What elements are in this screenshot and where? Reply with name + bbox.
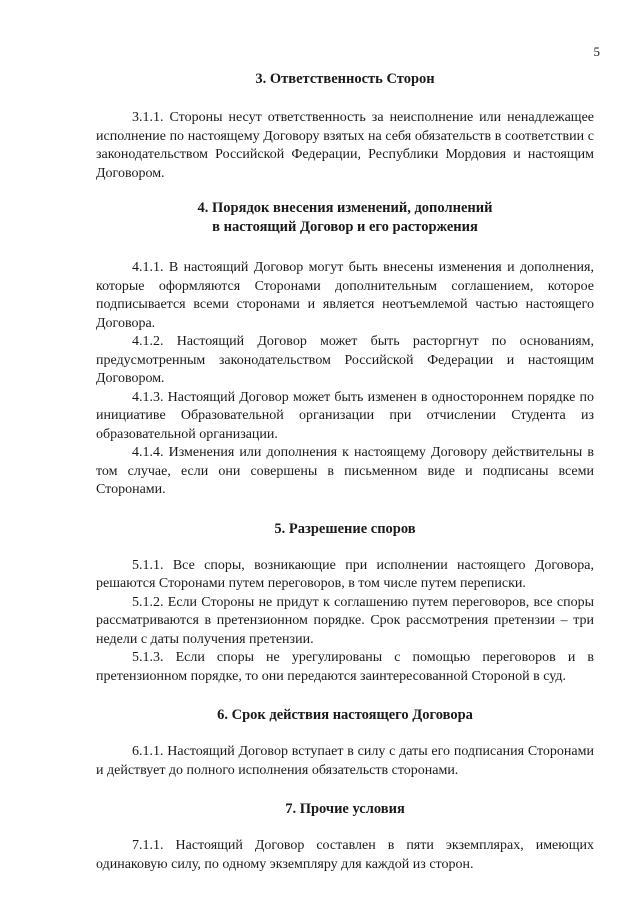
paragraph-5-1-2: 5.1.2. Если Стороны не придут к соглашению путем переговоров, все споры рассматриваются в претензионном порядке. Срок рассмотрения претензии – три недели с даты получения претензии. bbox=[96, 594, 594, 647]
section-heading: 3. Ответственность Сторон bbox=[255, 71, 435, 87]
document-content bbox=[96, 70, 594, 874]
paragraph-6-1-1: 6.1.1. Настоящий Договор вступает в силу с даты его подписания Сторонами и действует до полного исполнения обязательств сторонами. bbox=[96, 744, 594, 778]
section-heading: 6. Срок действия настоящего Договора bbox=[217, 707, 473, 723]
section-heading: 7. Прочие условия bbox=[285, 801, 405, 817]
paragraph-4-1-2: 4.1.2. Настоящий Договор может быть расторгнут по основаниям, предусмотренным законодательством Российской Федерации и настоящим Договором. bbox=[96, 334, 594, 386]
paragraph-3-1-1: 3.1.1. Стороны несут ответственность за неисполнение или ненадлежащее исполнение по настоящему Договору взятых на себя обязательств в соответствии с законодательством Российской Федерации, Республики Мордовия и настоящим Договором. bbox=[96, 110, 594, 181]
section-disputes bbox=[96, 520, 594, 687]
paragraph-5-1-1: 5.1.1. Все споры, возникающие при исполнении настоящего Договора, решаются Сторонами путем переговоров, в том числе путем переписки. bbox=[96, 557, 594, 591]
section-heading-line2: в настоящий Договор и его расторжения bbox=[212, 219, 478, 235]
paragraph-7-1-1: 7.1.1. Настоящий Договор составлен в пяти экземплярах, имеющих одинаковую силу, по одному экземпляру для каждой из сторон. bbox=[96, 838, 594, 872]
section-other bbox=[96, 800, 594, 874]
page-number: 5 bbox=[593, 44, 600, 59]
section-heading: 4. Порядок внесения изменений, дополнений bbox=[197, 200, 493, 216]
section-responsibility bbox=[96, 70, 594, 183]
paragraph-4-1-1: 4.1.1. В настоящий Договор могут быть внесены изменения и дополнения, которые оформляются Сторонами дополнительным соглашением, которое подписывается всеми сторонами и является неотъемлемой частью настоящего Договора. bbox=[96, 260, 594, 331]
section-term bbox=[96, 706, 594, 780]
section-amendments bbox=[96, 199, 594, 500]
section-heading: 5. Разрешение споров bbox=[274, 520, 416, 537]
paragraph-5-1-3: 5.1.3. Если споры не урегулированы с помощью переговоров и в претензионном порядке, то они передаются заинтересованной Стороной в суд. bbox=[96, 650, 594, 684]
paragraph-4-1-4: 4.1.4. Изменения или дополнения к настоящему Договору действительны в том случае, если они совершены в письменном виде и подписаны всеми Сторонами. bbox=[96, 445, 594, 497]
paragraph-4-1-3: 4.1.3. Настоящий Договор может быть изменен в одностороннем порядке по инициативе Образовательной организации при отчислении Студента из образовательной организации. bbox=[96, 389, 594, 442]
